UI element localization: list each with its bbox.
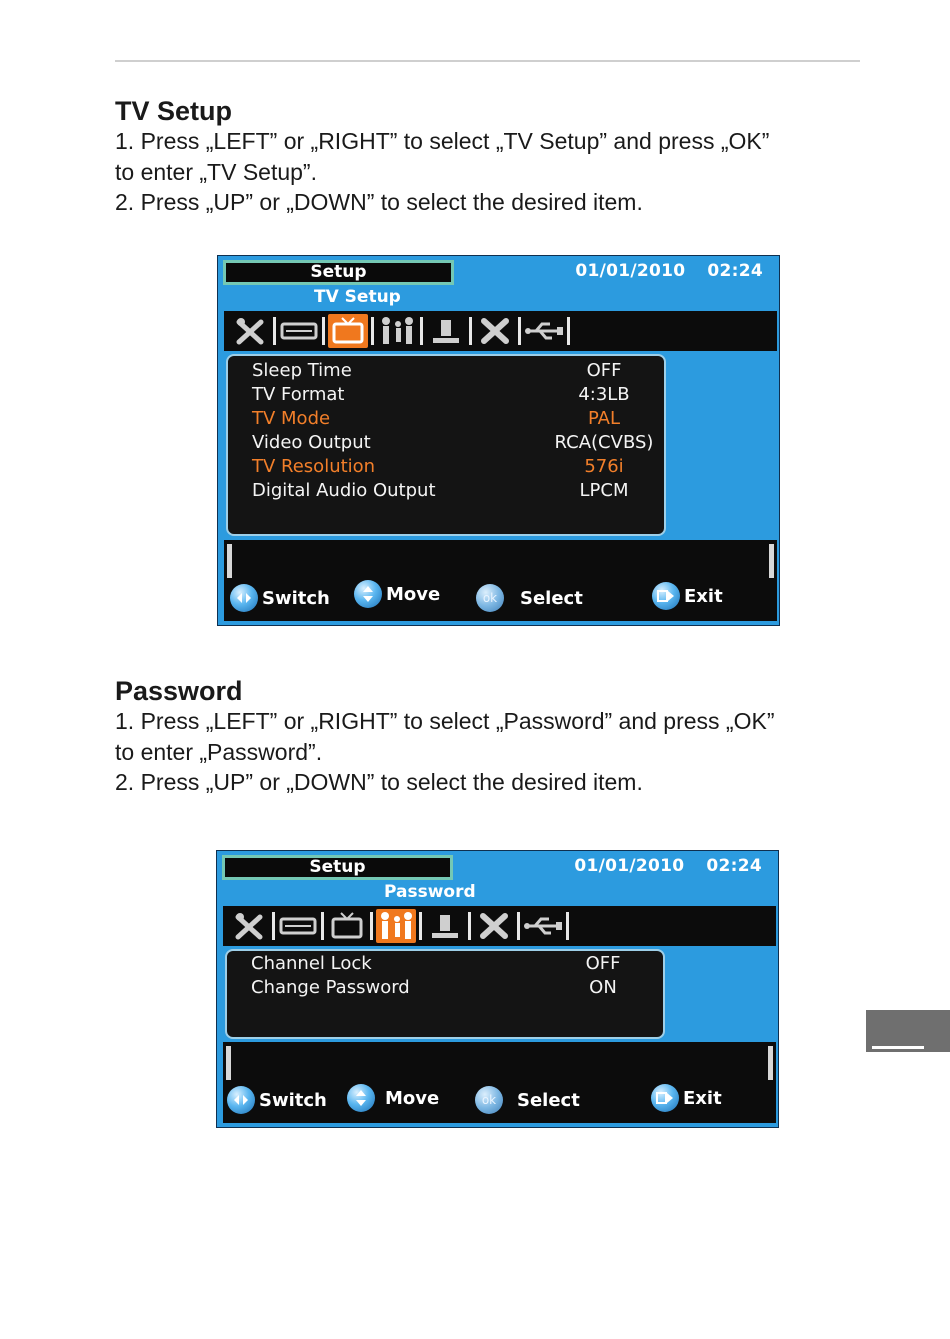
legend-move: Move [354,580,440,608]
tv-setup-screen [217,255,780,626]
exit-icon [652,582,680,610]
family-icon[interactable] [377,314,417,348]
item-value: RCA(CVBS) [554,432,654,453]
separator [517,912,520,940]
clock [575,261,763,281]
legend-switch: Switch [227,1086,327,1114]
legend-move: Move [347,1084,439,1112]
separator [322,317,325,345]
scroll-marker-left [227,544,232,578]
instruction-line: 2. Press „UP” or „DOWN” to select the desired item. [115,189,643,215]
item-value: ON [589,977,617,998]
tv-setup-section [115,96,875,218]
item-label: Sleep Time [252,360,352,381]
separator [370,912,373,940]
separator [321,912,324,940]
tools-icon[interactable] [230,314,270,348]
item-label: Digital Audio Output [252,480,436,501]
scroll-marker-right [769,544,774,578]
instruction-line: 1. Press „LEFT” or „RIGHT” to select „TV Setup” and press „OK” [115,128,770,154]
separator [469,317,472,345]
list-item[interactable] [251,977,633,1001]
dvd-player-icon[interactable] [278,909,318,943]
settings-list [225,949,665,1039]
instruction-line: to enter „Password”. [115,738,323,765]
separator [566,912,569,940]
password-section [115,676,875,798]
list-item[interactable] [252,408,634,432]
category-bar [224,311,777,351]
list-item[interactable] [252,432,654,456]
list-item[interactable] [252,384,634,408]
clock [574,856,762,876]
password-screen [216,850,779,1128]
item-value: LPCM [579,480,629,501]
scroll-marker-left [226,1046,231,1080]
item-label: Video Output [252,432,371,453]
separator [468,912,471,940]
up-down-icon [347,1084,375,1112]
settings-list [226,354,666,536]
menu-title: Setup [222,855,453,880]
item-label: TV Format [252,384,345,405]
separator [273,317,276,345]
instruction-line: 1. Press „LEFT” or „RIGHT” to select „Password” and press „OK” [115,708,775,734]
help-bar [224,540,777,621]
category-bar [223,906,776,946]
usb-icon[interactable] [524,314,564,348]
item-label: Change Password [251,977,410,998]
section-heading: TV Setup [115,96,233,126]
list-item[interactable] [252,480,634,504]
page-title: Password [384,882,476,902]
help-bar [223,1042,776,1123]
date: 01/01/2010 [574,856,685,876]
separator [419,912,422,940]
item-label: TV Mode [252,408,331,429]
up-down-icon [354,580,382,608]
page-title: TV Setup [314,287,401,307]
separator [420,317,423,345]
legend-select: ok Select [476,584,583,612]
tools-icon[interactable] [229,909,269,943]
legend-exit: Exit [652,582,723,610]
instruction-line: to enter „TV Setup”. [115,158,317,185]
speaker-icon[interactable] [425,909,465,943]
item-value: OFF [586,360,622,381]
tv-icon[interactable] [328,314,368,348]
separator [518,317,521,345]
usb-icon[interactable] [523,909,563,943]
left-right-icon [227,1086,255,1114]
close-icon[interactable] [474,909,514,943]
ok-icon: ok [475,1086,503,1114]
separator [371,317,374,345]
legend-switch: Switch [230,584,330,612]
instruction-line: 2. Press „UP” or „DOWN” to select the desired item. [115,769,643,795]
list-item[interactable] [251,953,633,977]
ok-icon: ok [476,584,504,612]
scroll-marker-right [768,1046,773,1080]
item-value: 576i [584,456,624,477]
speaker-icon[interactable] [426,314,466,348]
dvd-player-icon[interactable] [279,314,319,348]
time: 02:24 [707,261,763,281]
close-icon[interactable] [475,314,515,348]
chapter-tab [866,1010,950,1052]
left-right-icon [230,584,258,612]
list-item[interactable] [252,360,634,384]
separator [272,912,275,940]
legend-exit: Exit [651,1084,722,1112]
exit-icon [651,1084,679,1112]
item-label: Channel Lock [251,953,372,974]
item-value: OFF [585,953,621,974]
family-icon[interactable] [376,909,416,943]
legend-select: ok Select [475,1086,580,1114]
menu-title: Setup [223,260,454,285]
item-value: 4:3LB [578,384,630,405]
time: 02:24 [706,856,762,876]
list-item[interactable] [252,456,634,480]
separator [567,317,570,345]
tv-icon[interactable] [327,909,367,943]
item-label: TV Resolution [252,456,376,477]
chapter-tab-bar [872,1046,924,1049]
section-heading: Password [115,676,243,706]
date: 01/01/2010 [575,261,686,281]
top-rule [115,60,860,62]
item-value: PAL [587,408,621,429]
